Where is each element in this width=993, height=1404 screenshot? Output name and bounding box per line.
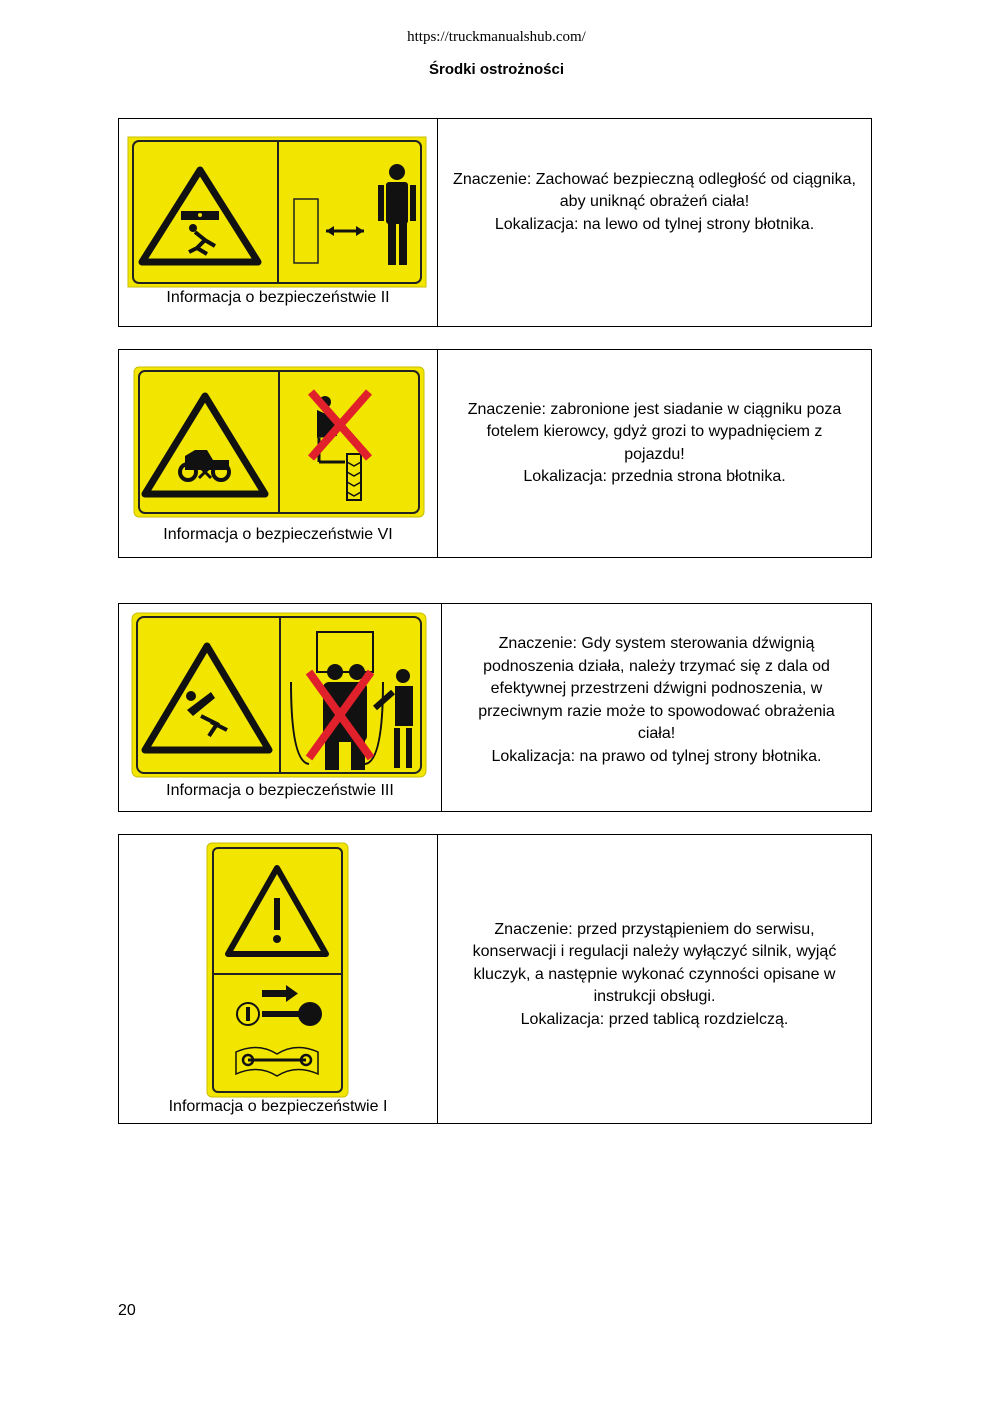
description-line: podnoszenia działa, należy trzymać się z dala od xyxy=(483,657,830,675)
description-line: Lokalizacja: na prawo od tylnej strony błotnika. xyxy=(491,747,822,765)
sign-description xyxy=(438,119,871,326)
safety-sign-row xyxy=(118,834,872,1124)
description-line: Lokalizacja: przed tablicą rozdzielczą. xyxy=(520,1010,789,1028)
safety-sign-row xyxy=(118,603,872,812)
no-riding-sign-icon xyxy=(133,366,425,518)
sign-caption: Informacja o bezpieczeństwie II xyxy=(166,289,390,306)
sign-cell xyxy=(119,119,438,326)
description-line: przeciwnym razie może to spowodować obrażenia xyxy=(478,702,835,720)
description-line: ciała! xyxy=(637,725,676,742)
description-line: efektywnej przestrzeni dźwigni podnoszenia, w xyxy=(490,680,823,697)
description-line: instrukcji obsługi. xyxy=(593,988,716,1006)
keep-distance-sign-icon xyxy=(127,136,427,288)
description-line: aby uniknąć obrażeń ciała! xyxy=(559,193,750,211)
description-line: Znaczenie: Zachować bezpieczną odległość od ciągnika, xyxy=(453,170,856,188)
source-url: https://truckmanualshub.com/ xyxy=(407,29,586,45)
sign-description xyxy=(438,835,871,1123)
description-line: Znaczenie: przed przystąpieniem do serwisu, xyxy=(494,920,815,938)
sign-caption: Informacja o bezpieczeństwie VI xyxy=(163,526,393,543)
safety-sign-row xyxy=(118,349,872,558)
page-number: 20 xyxy=(118,1302,136,1319)
description-line: konserwacji i regulacji należy wyłączyć silnik, wyjąć xyxy=(472,943,837,961)
description-line: Lokalizacja: przednia strona błotnika. xyxy=(523,468,786,485)
sign-caption: Informacja o bezpieczeństwie III xyxy=(166,782,394,799)
safety-sign-row xyxy=(118,118,872,327)
page-title: Środki ostrożności xyxy=(428,61,565,78)
sign-cell xyxy=(119,350,438,557)
description-line: Znaczenie: Gdy system sterowania dźwignią xyxy=(498,635,815,652)
lift-danger-sign-icon xyxy=(131,612,427,778)
description-line: pojazdu! xyxy=(624,445,685,463)
description-line: kluczyk, a następnie wykonać czynności opisane w xyxy=(473,965,836,983)
sign-cell xyxy=(119,604,442,811)
sign-cell xyxy=(119,835,438,1123)
sign-description xyxy=(442,604,871,811)
engine-off-key-sign-icon xyxy=(206,842,349,1098)
sign-caption: Informacja o bezpieczeństwie I xyxy=(168,1098,388,1115)
description-line: fotelem kierowcy, gdyż grozi to wypadnięciem z xyxy=(486,423,823,440)
description-line: Znaczenie: zabronione jest siadanie w ciągniku poza xyxy=(467,400,842,418)
description-line: Lokalizacja: na lewo od tylnej strony błotnika. xyxy=(494,215,815,233)
sign-description xyxy=(438,350,871,557)
